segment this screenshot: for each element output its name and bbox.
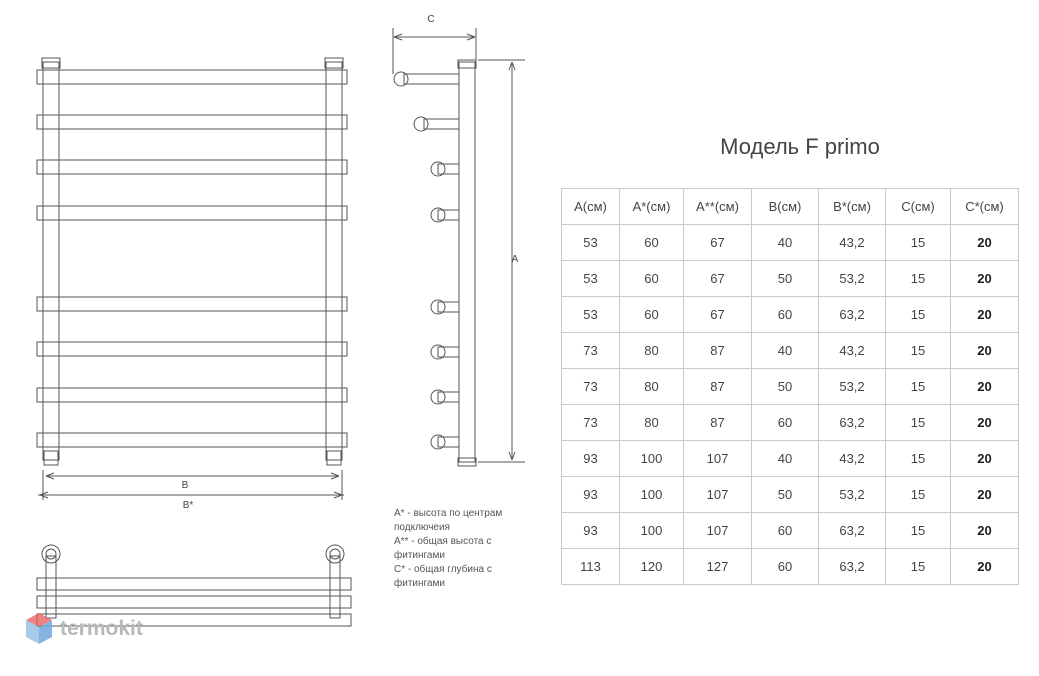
col-header: C(см) — [886, 189, 951, 225]
table-cell: 15 — [886, 513, 951, 549]
table-cell: 73 — [562, 405, 620, 441]
table-cell: 100 — [620, 477, 684, 513]
table-cell: 60 — [752, 549, 819, 585]
dim-label-b: B — [181, 480, 189, 491]
table-row — [562, 333, 1019, 369]
table-cell: 63,2 — [819, 513, 886, 549]
table-cell: 107 — [684, 477, 752, 513]
table-row — [562, 405, 1019, 441]
table-cell: 107 — [684, 441, 752, 477]
footnote-c-star: C* - общая глубина с фитингами — [394, 564, 492, 589]
table-cell: 20 — [951, 513, 1019, 549]
table-cell: 60 — [620, 225, 684, 261]
dim-label-c: C — [427, 14, 435, 25]
col-header: A(см) — [562, 189, 620, 225]
table-cell: 20 — [951, 297, 1019, 333]
table-cell: 87 — [684, 369, 752, 405]
table-cell: 80 — [620, 405, 684, 441]
table-cell: 15 — [886, 225, 951, 261]
table-cell: 15 — [886, 441, 951, 477]
table-cell: 40 — [752, 441, 819, 477]
table-cell: 60 — [620, 261, 684, 297]
col-header: A*(см) — [620, 189, 684, 225]
cube-logo-icon — [24, 612, 54, 646]
table-cell: 20 — [951, 369, 1019, 405]
footnote-a-star: A* - высота по центрам подключеия — [394, 508, 503, 533]
table-row — [562, 297, 1019, 333]
table-cell: 67 — [684, 225, 752, 261]
table-cell: 60 — [752, 297, 819, 333]
table-cell: 15 — [886, 297, 951, 333]
table-cell: 15 — [886, 477, 951, 513]
col-header: C*(см) — [951, 189, 1019, 225]
table-cell: 67 — [684, 297, 752, 333]
col-header: B*(см) — [819, 189, 886, 225]
table-cell: 127 — [684, 549, 752, 585]
table-cell: 20 — [951, 333, 1019, 369]
table-cell: 63,2 — [819, 405, 886, 441]
table-cell: 73 — [562, 369, 620, 405]
table-cell: 100 — [620, 513, 684, 549]
table-cell: 80 — [620, 369, 684, 405]
table-cell: 20 — [951, 405, 1019, 441]
table-cell: 15 — [886, 261, 951, 297]
front-right-pipe — [326, 62, 342, 460]
model-title: Модель F primo — [720, 134, 880, 159]
table-cell: 53 — [562, 225, 620, 261]
table-cell: 20 — [951, 549, 1019, 585]
table-cell: 93 — [562, 513, 620, 549]
table-cell: 73 — [562, 333, 620, 369]
table-cell: 20 — [951, 441, 1019, 477]
front-rungs — [37, 70, 347, 447]
table-cell: 20 — [951, 477, 1019, 513]
table-cell: 50 — [752, 477, 819, 513]
table-cell: 43,2 — [819, 225, 886, 261]
table-cell: 60 — [752, 513, 819, 549]
table-cell: 15 — [886, 405, 951, 441]
table-cell: 53,2 — [819, 369, 886, 405]
table-row — [562, 369, 1019, 405]
table-cell: 67 — [684, 261, 752, 297]
table-row — [562, 477, 1019, 513]
table-cell: 20 — [951, 225, 1019, 261]
table-cell: 50 — [752, 261, 819, 297]
table-row — [562, 549, 1019, 585]
table-body — [562, 225, 1019, 585]
col-header: A**(см) — [684, 189, 752, 225]
front-left-pipe — [43, 62, 59, 460]
side-rungs — [394, 72, 459, 449]
col-header: B(см) — [752, 189, 819, 225]
table-cell: 53 — [562, 261, 620, 297]
table-cell: 80 — [620, 333, 684, 369]
table-cell: 53,2 — [819, 261, 886, 297]
table-cell: 20 — [951, 261, 1019, 297]
table-cell: 63,2 — [819, 549, 886, 585]
brand-name: termokit — [60, 617, 143, 640]
table-cell: 43,2 — [819, 333, 886, 369]
table-cell: 120 — [620, 549, 684, 585]
table-cell: 43,2 — [819, 441, 886, 477]
table-row — [562, 441, 1019, 477]
dim-label-a: A — [511, 254, 519, 265]
table-cell: 93 — [562, 441, 620, 477]
table-cell: 15 — [886, 369, 951, 405]
table-cell: 60 — [620, 297, 684, 333]
side-pipe — [459, 62, 475, 462]
footnote-a-double-star: A** - общая высота с фитингами — [394, 536, 492, 561]
table-row — [562, 513, 1019, 549]
table-header-row — [562, 189, 1019, 225]
spec-table — [561, 188, 1019, 585]
table-cell: 93 — [562, 477, 620, 513]
brand-logo — [24, 612, 143, 646]
table-cell: 113 — [562, 549, 620, 585]
table-cell: 50 — [752, 369, 819, 405]
table-cell: 40 — [752, 333, 819, 369]
table-cell: 63,2 — [819, 297, 886, 333]
table-row — [562, 225, 1019, 261]
dim-label-b-star: B* — [182, 500, 194, 511]
table-cell: 40 — [752, 225, 819, 261]
footnotes — [394, 507, 544, 591]
table-cell: 53 — [562, 297, 620, 333]
table-cell: 100 — [620, 441, 684, 477]
table-row — [562, 261, 1019, 297]
table-cell: 15 — [886, 549, 951, 585]
table-cell: 87 — [684, 405, 752, 441]
table-cell: 107 — [684, 513, 752, 549]
table-cell: 60 — [752, 405, 819, 441]
table-cell: 15 — [886, 333, 951, 369]
table-cell: 53,2 — [819, 477, 886, 513]
table-cell: 87 — [684, 333, 752, 369]
